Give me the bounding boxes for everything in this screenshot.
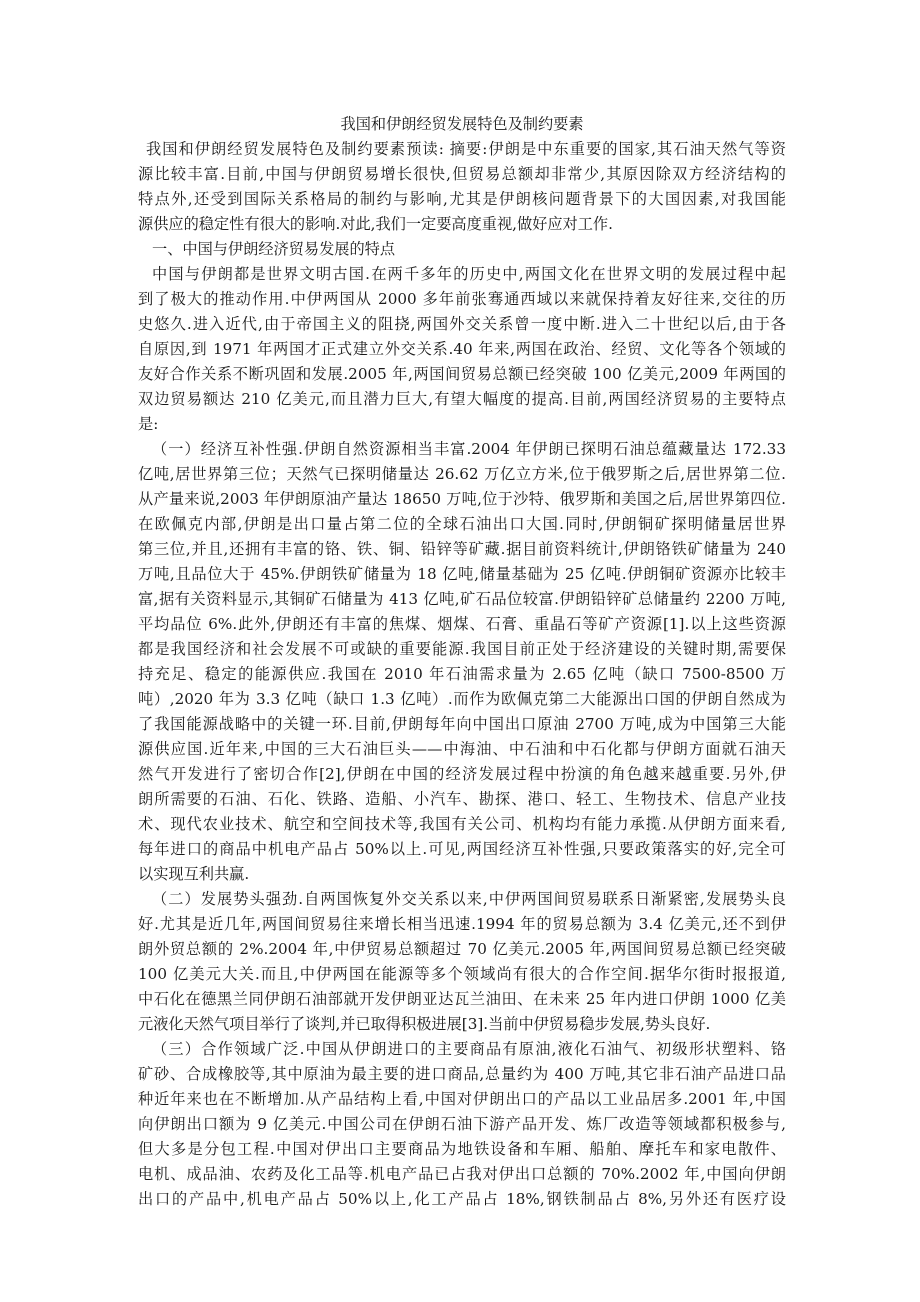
- text-line: 我国和伊朗经贸发展特色及制约要素预读: 摘要:伊朗是中东重要的国家,其石油天然气等资: [146, 140, 786, 158]
- text-line: （一）经济互补性强.伊朗自然资源相当丰富.2004 年伊朗已探明石油总蕴藏量达 172.33: [152, 440, 786, 458]
- text-line: 都是我国经济和社会发展不可或缺的重要能源.我国目前正处于经济建设的关键时期,需要保: [138, 640, 786, 658]
- document-page: [138, 112, 786, 1212]
- text-line: 自原因,到 1971 年两国才正式建立外交关系.40 年来,两国在政治、经贸、文化等各个领域的: [138, 340, 786, 358]
- point-1-paragraph: [138, 437, 786, 887]
- text-line: 100 亿美元大关.而且,中伊两国在能源等多个领域尚有很大的合作空间.据华尔街时报报道,: [138, 965, 786, 983]
- text-line: 但大多是分包工程.中国对伊出口主要商品为地铁设备和车厢、船舶、摩托车和家电散件、: [138, 1140, 786, 1158]
- text-line: 向伊朗出口额为 9 亿美元.中国公司在伊朗石油下游产品开发、炼厂改造等领域都积极参与,: [138, 1115, 786, 1133]
- text-line: 亿吨,居世界第三位；天然气已探明储量达 26.62 万亿立方米,位于俄罗斯之后,居世界第二位.: [138, 465, 786, 483]
- text-line: 双边贸易额达 210 亿美元,而且潜力巨大,有望大幅度的提高.目前,两国经济贸易的主要特点: [138, 390, 786, 408]
- text-line: 在欧佩克内部,伊朗是出口量占第二位的全球石油出口大国.同时,伊朗铜矿探明储量居世界: [138, 515, 786, 533]
- text-line: 朗外贸总额的 2%.2004 年,中伊贸易总额超过 70 亿美元.2005 年,两国间贸易总额已经突破: [138, 940, 786, 958]
- text-line: 种近年来也在不断增加.从产品结构上看,中国对伊朗出口的产品以工业品居多.2001 年,中国: [138, 1090, 786, 1108]
- text-line: 了我国能源战略中的关键一环.目前,伊朗每年向中国出口原油 2700 万吨,成为中国第三大能: [138, 715, 786, 733]
- text-line: 源供应国.近年来,中国的三大石油巨头——中海油、中石油和中石化都与伊朗方面就石油天: [138, 740, 786, 758]
- text-line: 好.尤其是近几年,两国间贸易往来增长相当迅速.1994 年的贸易总额为 3.4 亿美元,还不到伊: [138, 915, 786, 933]
- point-3-paragraph: [138, 1037, 786, 1212]
- text-line: 特点外,还受到国际关系格局的制约与影响,尤其是伊朗核问题背景下的大国因素,对我国能: [138, 190, 786, 208]
- text-line: 中石化在德黑兰同伊朗石油部就开发伊朗亚达瓦兰油田、在未来 25 年内进口伊朗 1000 亿美: [138, 990, 786, 1008]
- text-line: 源供应的稳定性有很大的影响.对此,我们一定要高度重视,做好应对工作.: [138, 215, 613, 233]
- text-line: 吨）,2020 年为 3.3 亿吨（缺口 1.3 亿吨）.而作为欧佩克第二大能源出口国的伊朗自然成为: [138, 690, 786, 708]
- text-line: 是:: [138, 415, 159, 433]
- text-line: 中国与伊朗都是世界文明古国.在两千多年的历史中,两国文化在世界文明的发展过程中起: [152, 265, 786, 283]
- text-line: 第三位,并且,还拥有丰富的铬、铁、铜、铅锌等矿藏.据目前资料统计,伊朗铬铁矿储量为 240: [138, 540, 786, 558]
- summary-paragraph: [138, 137, 786, 237]
- text-line: 朗所需要的石油、石化、铁路、造船、小汽车、勘探、港口、轻工、生物技术、信息产业技: [138, 790, 786, 808]
- text-line: 然气开发进行了密切合作[2],伊朗在中国的经济发展过程中扮演的角色越来越重要.另外,伊: [138, 765, 786, 783]
- text-line: 到了极大的推动作用.中伊两国从 2000 多年前张骞通西域以来就保持着友好往来,交往的历: [138, 290, 786, 308]
- text-line: （二）发展势头强劲.自两国恢复外交关系以来,中伊两国间贸易联系日渐紧密,发展势头良: [152, 890, 786, 908]
- text-line: 平均品位 6%.此外,伊朗还有丰富的焦煤、烟煤、石膏、重晶石等矿产资源[1].以上这些资源: [138, 615, 786, 633]
- text-line: 元液化天然气项目举行了谈判,并已取得积极进展[3].当前中伊贸易稳步发展,势头良好.: [138, 1015, 711, 1033]
- section-heading: 一、中国与伊朗经济贸易发展的特点: [152, 240, 395, 258]
- point-2-paragraph: [138, 887, 786, 1037]
- document-title: 我国和伊朗经贸发展特色及制约要素: [340, 115, 584, 133]
- text-line: 富,据有关资料显示,其铜矿石储量为 413 亿吨,矿石品位较富.伊朗铅锌矿总储量约 2200 万吨,: [138, 590, 786, 608]
- text-line: 源比较丰富.目前,中国与伊朗贸易增长很快,但贸易总额却非常少,其原因除双方经济结构的: [138, 165, 786, 183]
- text-line: 电机、成品油、农药及化工品等.机电产品已占我对伊出口总额的 70%.2002 年,中国向伊朗: [138, 1165, 786, 1183]
- text-line: 出口的产品中,机电产品占 50%以上,化工产品占 18%,钢铁制品占 8%,另外还有医疗设: [138, 1190, 786, 1208]
- text-line: 术、现代农业技术、航空和空间技术等,我国有关公司、机构均有能力承揽.从伊朗方面来看,: [138, 815, 786, 833]
- text-line: 从产量来说,2003 年伊朗原油产量达 18650 万吨,位于沙特、俄罗斯和美国之后,居世界第四位.: [138, 490, 786, 508]
- text-line: 以实现互利共赢.: [138, 865, 250, 883]
- text-line: 史悠久.进入近代,由于帝国主义的阻挠,两国外交关系曾一度中断.进入二十世纪以后,由于各: [138, 315, 786, 333]
- text-line: 万吨,且品位大于 45%.伊朗铁矿储量为 18 亿吨,储量基础为 25 亿吨.伊朗铜矿资源亦比较丰: [138, 565, 786, 583]
- intro-paragraph: [138, 262, 786, 437]
- text-line: 每年进口的商品中机电产品占 50%以上.可见,两国经济互补性强,只要政策落实的好,完全可: [138, 840, 786, 858]
- text-line: 矿砂、合成橡胶等,其中原油为最主要的进口商品,总量约为 400 万吨,其它非石油产品进口品: [138, 1065, 786, 1083]
- text-line: （三）合作领域广泛.中国从伊朗进口的主要商品有原油,液化石油气、初级形状塑料、铬: [152, 1040, 786, 1058]
- text-line: 友好合作关系不断巩固和发展.2005 年,两国间贸易总额已经突破 100 亿美元,2009 年两国的: [138, 365, 786, 383]
- text-line: 持充足、稳定的能源供应.我国在 2010 年石油需求量为 2.65 亿吨（缺口 7500-8500 万: [138, 665, 786, 683]
